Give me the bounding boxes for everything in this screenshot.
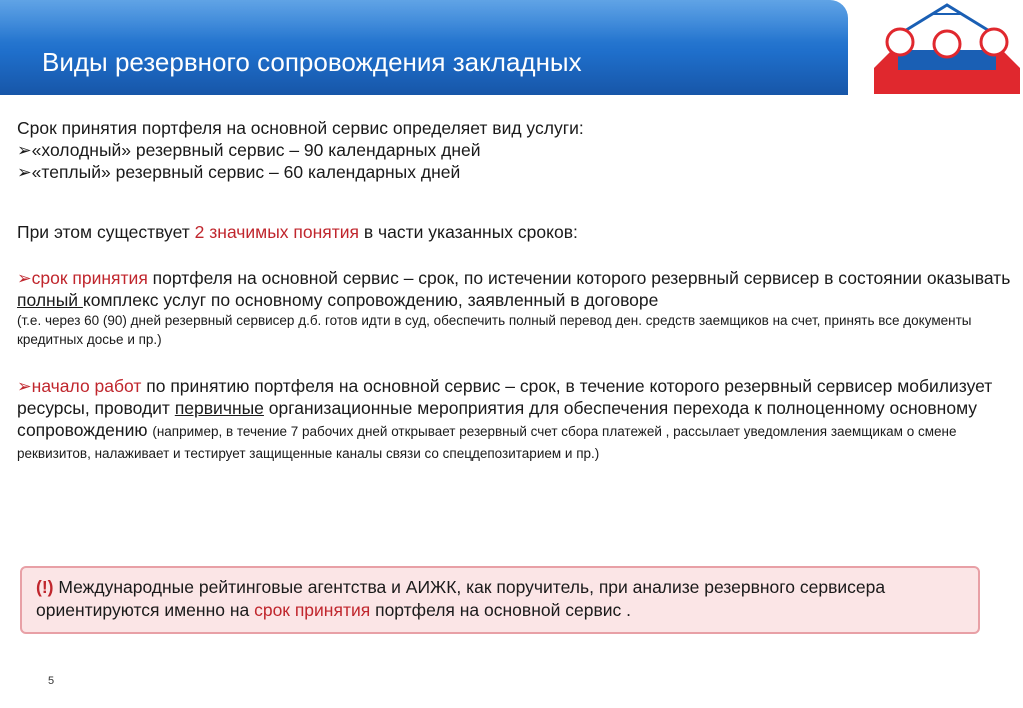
term-work-start-name: начало работ xyxy=(31,376,142,396)
callout-mark: (!) xyxy=(36,577,54,597)
logo-circle-right xyxy=(981,29,1007,55)
logo xyxy=(872,0,1022,97)
logo-circle-left xyxy=(887,29,913,55)
concepts-line: При этом существует 2 значимых понятия в части указанных сроков: xyxy=(17,222,578,242)
term-acceptance-note: (т.е. через 60 (90) дней резервный сервисер д.б. готов идти в суд, обеспечить полный перевод ден. средств заемщиков на счет, принять все документы кредитных досье и пр.) xyxy=(17,313,972,347)
arrow-bullet-icon: ➢ xyxy=(17,140,32,160)
term-acceptance-name: срок принятия xyxy=(31,268,148,288)
bullet-warm-service: ➢«теплый» резервный сервис – 60 календарных дней xyxy=(17,162,461,182)
slide-content xyxy=(17,117,1019,463)
callout-term: срок принятия xyxy=(254,600,371,620)
term-work-start-underlined: первичные xyxy=(174,398,264,418)
term-acceptance-period: ➢срок принятия портфеля на основной сервис – срок, по истечении которого резервный сервисер в состоянии оказывать полный комплекс услуг по основному сопровождению, заявленный в договоре xyxy=(17,268,1011,310)
intro-line: Срок принятия портфеля на основной сервис определяет вид услуги: xyxy=(17,118,584,138)
bullet-cold-service: ➢«холодный» резервный сервис – 90 календарных дней xyxy=(17,140,481,160)
logo-circle-center xyxy=(934,31,960,57)
callout-box: (!) Международные рейтинговые агентства и АИЖК, как поручитель, при анализе резервного сервисера ориентируются именно на срок принятия портфеля на основной сервис . xyxy=(20,566,980,634)
term-acceptance-underlined: полный xyxy=(17,290,83,310)
page-number: 5 xyxy=(48,675,55,687)
slide-title: Виды резервного сопровождения закладных xyxy=(42,47,582,77)
concepts-term: значимых понятия xyxy=(209,222,360,242)
arrow-bullet-icon: ➢ xyxy=(17,376,32,396)
concepts-count: 2 xyxy=(194,222,205,242)
arrow-bullet-icon: ➢ xyxy=(17,162,32,182)
term-work-start-note: (например, в течение 7 рабочих дней открывает резервный счет сбора платежей , рассылает уведомления заемщикам о смене реквизитов, налаживает и тестирует защищенные каналы связи со спецдепозитарием и пр.) xyxy=(17,424,957,461)
title-banner xyxy=(0,0,848,95)
arrow-bullet-icon: ➢ xyxy=(17,268,32,288)
term-work-start: ➢начало работ по принятию портфеля на основной сервис – срок, в течение которого резервный сервисер мобилизует ресурсы, проводит первичные организационные мероприятия для обеспечения перехода к полноценному основному сопровождению (например, в течение 7 рабочих дней открывает резервный счет сбора платежей , рассылает уведомления заемщикам о смене реквизитов, налаживает и тестирует защищенные каналы связи со спецдепозитарием и пр.) xyxy=(17,376,993,461)
